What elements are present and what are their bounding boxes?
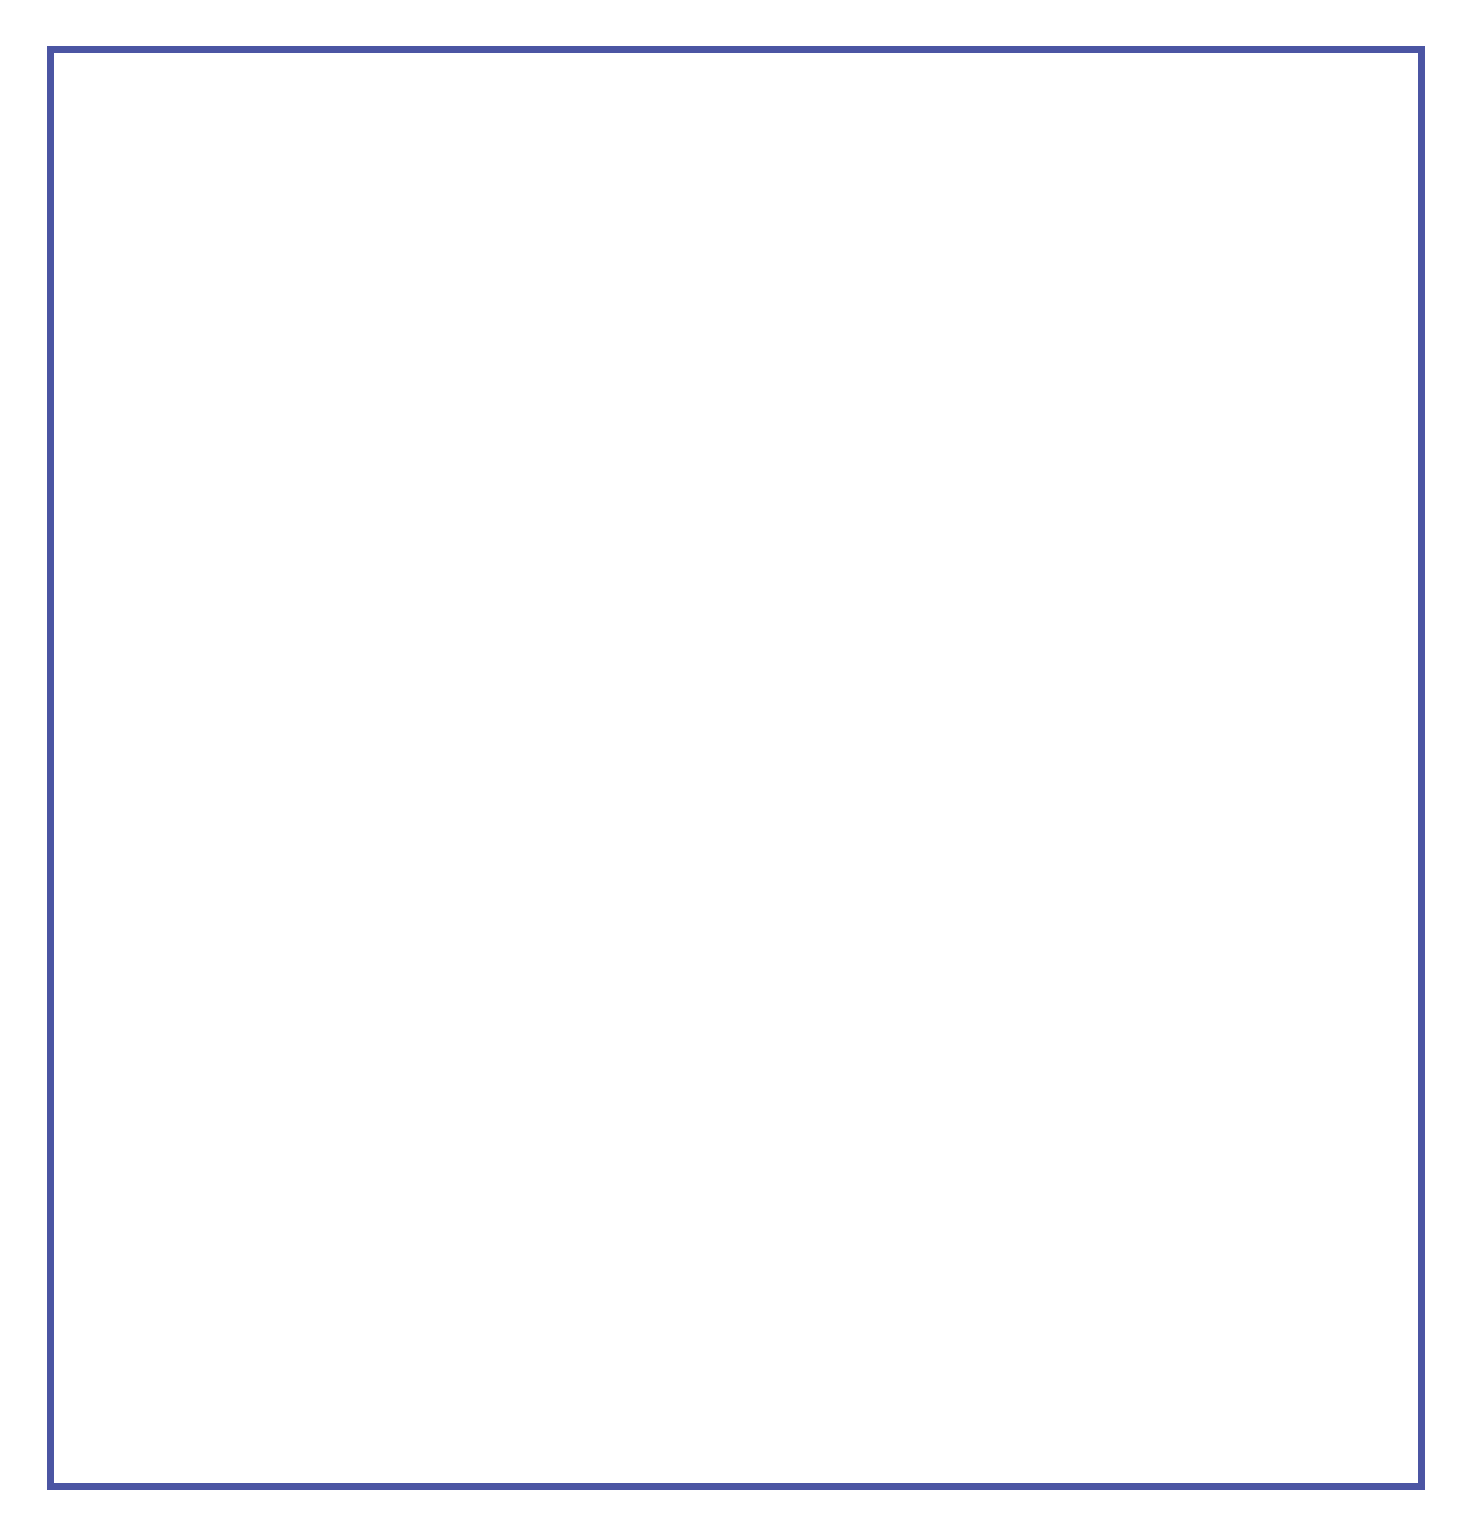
page-frame [47, 46, 1425, 1490]
legend-required [228, 1397, 240, 1419]
legend-elective [233, 1429, 245, 1451]
